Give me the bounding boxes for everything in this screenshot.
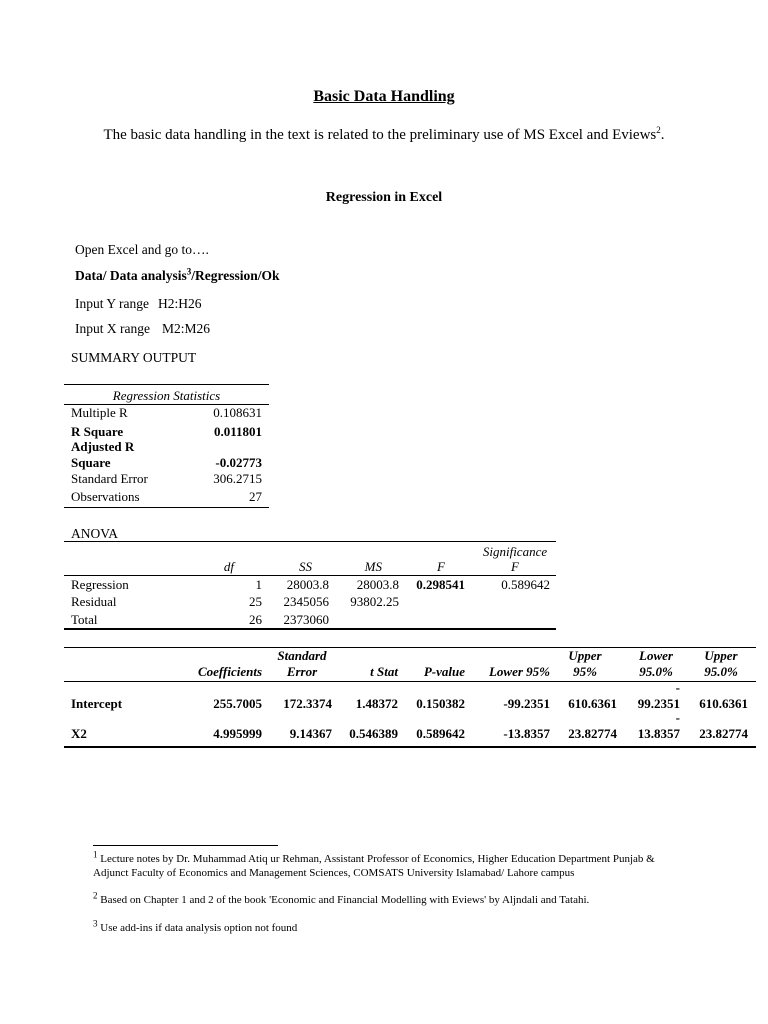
anova-label: ANOVA: [71, 526, 119, 541]
coef-header-lower950-b: 95.0%: [639, 664, 673, 679]
footnote-ref-3: 3: [186, 266, 192, 277]
coef-header-standard: Standard: [277, 648, 327, 663]
regstats-label: Square: [71, 455, 111, 470]
coef-row-label: Intercept: [71, 696, 123, 711]
footnote-3-text: Use add-ins if data analysis option not found: [100, 922, 298, 934]
regstats-label: Observations: [71, 489, 140, 504]
section-heading: Regression in Excel: [325, 190, 443, 205]
menu-path-a: Data/ Data analysis: [75, 268, 187, 283]
coef-cell-upper95: 23.82774: [568, 726, 617, 741]
anova-row-label: Residual: [71, 594, 117, 609]
coef-header-lower950-a: Lower: [639, 648, 673, 663]
regstats-value: 0.011801: [213, 424, 262, 439]
anova-row-label: Regression: [71, 577, 129, 592]
anova-header-significance-f: F: [511, 559, 519, 574]
anova-cell-df: 1: [255, 577, 262, 592]
page-title: Basic Data Handling: [313, 88, 455, 105]
regstats-header: Regression Statistics: [112, 388, 221, 403]
anova-row-label: Total: [71, 612, 98, 627]
coef-cell-tstat: 1.48372: [355, 696, 398, 711]
regstats-value: 27: [249, 489, 262, 504]
regstats-value: 0.108631: [213, 405, 262, 420]
coef-header-coefficients: Coefficients: [197, 664, 262, 679]
table-rule: [64, 384, 269, 385]
intro-paragraph: [0, 127, 768, 144]
regstats-value: -0.02773: [215, 455, 262, 470]
step-open-excel: Open Excel and go to….: [75, 242, 209, 257]
footnote-2: [93, 890, 590, 907]
anova-header-ss: SS: [299, 559, 312, 574]
anova-cell-ms: 28003.8: [356, 577, 399, 592]
table-rule: [64, 628, 556, 630]
intro-text: The basic data handling in the text is related to the preliminary use of MS Excel and Eviews: [103, 127, 657, 143]
intro-end: .: [660, 127, 665, 143]
anova-header-ms: MS: [364, 559, 382, 574]
table-rule: [64, 575, 556, 576]
coef-header-upper950-a: Upper: [704, 648, 738, 663]
anova-cell-ms: 93802.25: [350, 594, 399, 609]
coef-header-error: Error: [286, 664, 318, 679]
coef-cell-upper950: 23.82774: [699, 726, 748, 741]
coef-header-upper95-b: 95%: [573, 664, 597, 679]
coef-header-upper95-a: Upper: [568, 648, 602, 663]
coef-header-pvalue: P-value: [423, 664, 465, 679]
coef-cell-std-error: 9.14367: [289, 726, 332, 741]
coef-cell-lower950-sign: -: [675, 680, 680, 695]
footnote-1-mark: 1: [93, 849, 98, 860]
coef-cell-upper95: 610.6361: [568, 696, 617, 711]
anova-cell-ss: 2345056: [283, 594, 329, 609]
coef-cell-pvalue: 0.150382: [416, 696, 465, 711]
input-x-value: M2:M26: [162, 321, 211, 336]
anova-cell-f: 0.298541: [416, 577, 465, 592]
coef-cell-coefficient: 255.7005: [213, 696, 262, 711]
regstats-value: 306.2715: [213, 471, 262, 486]
footnote-1: [93, 849, 655, 880]
input-x-label: Input X range: [75, 321, 150, 336]
coef-header-upper950-b: 95.0%: [704, 664, 738, 679]
coef-cell-pvalue: 0.589642: [416, 726, 465, 741]
step-menu-path: [75, 268, 280, 284]
table-rule: [64, 507, 269, 508]
table-rule: [64, 541, 556, 542]
regstats-label: R Square: [71, 424, 124, 439]
coef-row-label: X2: [71, 726, 87, 741]
anova-cell-ss: 2373060: [283, 612, 329, 627]
anova-cell-ss: 28003.8: [286, 577, 329, 592]
anova-cell-df: 26: [249, 612, 262, 627]
footnote-2-text: Based on Chapter 1 and 2 of the book 'Economic and Financial Modelling with Eviews' by Aljndali and Tatahi.: [100, 894, 590, 906]
coef-cell-upper950: 610.6361: [699, 696, 748, 711]
coef-cell-lower95: -99.2351: [503, 696, 550, 711]
regstats-label: Multiple R: [71, 405, 128, 420]
input-y-label: Input Y range: [75, 296, 149, 311]
footnote-3-mark: 3: [93, 918, 98, 929]
regstats-label: Standard Error: [71, 471, 148, 486]
footnote-separator: [93, 845, 278, 846]
footnote-ref-2: 2: [656, 125, 661, 135]
input-y-value: H2:H26: [158, 296, 202, 311]
coef-cell-lower950: 13.8357: [637, 726, 680, 741]
coef-header-lower95: Lower 95%: [488, 664, 550, 679]
coef-cell-lower95: -13.8357: [503, 726, 550, 741]
coef-header-tstat: t Stat: [370, 664, 398, 679]
footnote-2-mark: 2: [93, 890, 98, 901]
coef-cell-coefficient: 4.995999: [213, 726, 262, 741]
anova-cell-significance: 0.589642: [501, 577, 550, 592]
anova-cell-df: 25: [249, 594, 262, 609]
footnote-3: [93, 918, 298, 935]
regstats-label: Adjusted R: [71, 439, 135, 454]
coef-cell-lower950: 99.2351: [637, 696, 680, 711]
footnote-1-line-a: Lecture notes by Dr. Muhammad Atiq ur Rehman, Assistant Professor of Economics, Higher Education Department Punjab &: [100, 853, 655, 865]
anova-header-significance: Significance: [482, 544, 548, 559]
anova-header-f: F: [437, 559, 445, 574]
summary-output-label: SUMMARY OUTPUT: [71, 350, 197, 365]
coef-cell-std-error: 172.3374: [283, 696, 332, 711]
footnote-1-line-b: Adjunct Faculty of Economics and Management Sciences, COMSATS University Islamabad/ Lahore campus: [93, 867, 575, 879]
coef-cell-tstat: 0.546389: [349, 726, 398, 741]
anova-header-df: df: [223, 559, 234, 574]
table-rule: [64, 746, 756, 748]
coef-cell-lower950-sign: -: [675, 710, 680, 725]
menu-path-b: /Regression/Ok: [191, 268, 280, 283]
